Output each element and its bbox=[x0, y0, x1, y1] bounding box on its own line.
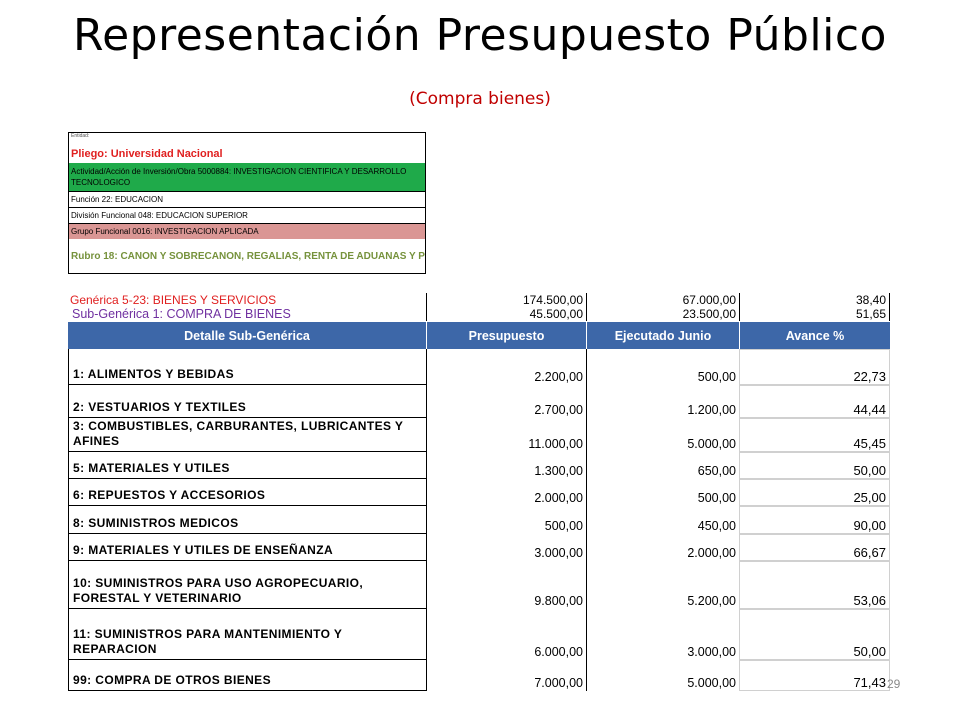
row-presupuesto: 3.000,00 bbox=[426, 534, 586, 561]
table-row bbox=[68, 452, 890, 479]
header-ejecutado: Ejecutado Junio bbox=[586, 322, 739, 349]
row-avance: 44,44 bbox=[739, 385, 890, 418]
table-row bbox=[68, 534, 890, 561]
header-avance: Avance % bbox=[739, 322, 890, 349]
row-ejecutado: 500,00 bbox=[586, 349, 739, 385]
row-name: 3: COMBUSTIBLES, CARBURANTES, LUBRICANTES Y AFINES bbox=[68, 418, 426, 452]
row-ejecutado: 2.000,00 bbox=[586, 534, 739, 561]
table-row bbox=[68, 418, 890, 452]
row-name: 10: SUMINISTROS PARA USO AGROPECUARIO, FORESTAL Y VETERINARIO bbox=[68, 561, 426, 609]
actividad-label: Actividad/Acción de Inversión/Obra 5000884: INVESTIGACION CIENTIFICA Y DESARROLLO TECNOLOGICO bbox=[69, 163, 425, 191]
slide-subtitle: (Compra bienes) bbox=[409, 89, 551, 109]
subgenerica-presupuesto: 45.500,00 bbox=[426, 307, 586, 321]
row-name: 6: REPUESTOS Y ACCESORIOS bbox=[68, 479, 426, 506]
budget-info-block bbox=[68, 132, 426, 274]
generica-row bbox=[68, 293, 890, 307]
funcion-label: Función 22: EDUCACION bbox=[69, 191, 425, 207]
row-ejecutado: 5.000,00 bbox=[586, 418, 739, 452]
table-header bbox=[68, 322, 890, 349]
row-avance: 90,00 bbox=[739, 506, 890, 534]
table-row bbox=[68, 506, 890, 534]
table-row bbox=[68, 561, 890, 609]
row-ejecutado: 5.200,00 bbox=[586, 561, 739, 609]
row-avance: 45,45 bbox=[739, 418, 890, 452]
row-name: 11: SUMINISTROS PARA MANTENIMIENTO Y REPARACION bbox=[68, 609, 426, 660]
generica-presupuesto: 174.500,00 bbox=[426, 293, 586, 307]
row-ejecutado: 3.000,00 bbox=[586, 609, 739, 660]
rubro-label: Rubro 18: CANON Y SOBRECANON, REGALIAS, RENTA DE ADUANAS Y P bbox=[71, 251, 425, 262]
row-ejecutado: 1.200,00 bbox=[586, 385, 739, 418]
header-presupuesto: Presupuesto bbox=[426, 322, 586, 349]
generica-avance: 38,40 bbox=[739, 293, 890, 307]
table-row bbox=[68, 660, 890, 691]
header-detalle: Detalle Sub-Genérica bbox=[184, 328, 310, 343]
row-avance: 50,00 bbox=[739, 452, 890, 479]
table-row bbox=[68, 349, 890, 385]
row-avance: 71,43 bbox=[739, 660, 890, 691]
subgenerica-label: Sub-Genérica 1: COMPRA DE BIENES bbox=[72, 307, 291, 321]
row-avance: 22,73 bbox=[739, 349, 890, 385]
row-name: 9: MATERIALES Y UTILES DE ENSEÑANZA bbox=[68, 534, 426, 561]
row-avance: 50,00 bbox=[739, 609, 890, 660]
row-ejecutado: 650,00 bbox=[586, 452, 739, 479]
subgenerica-avance: 51,65 bbox=[739, 307, 890, 321]
table-row bbox=[68, 609, 890, 660]
generica-ejecutado: 67.000,00 bbox=[586, 293, 739, 307]
row-avance: 66,67 bbox=[739, 534, 890, 561]
grupo-label: Grupo Funcional 0016: INVESTIGACION APLICADA bbox=[69, 223, 425, 239]
row-presupuesto: 1.300,00 bbox=[426, 452, 586, 479]
row-presupuesto: 2.200,00 bbox=[426, 349, 586, 385]
row-presupuesto: 9.800,00 bbox=[426, 561, 586, 609]
row-ejecutado: 500,00 bbox=[586, 479, 739, 506]
row-name: 99: COMPRA DE OTROS BIENES bbox=[68, 660, 426, 691]
row-avance: 53,06 bbox=[739, 561, 890, 609]
row-ejecutado: 5.000,00 bbox=[586, 660, 739, 691]
generica-label: Genérica 5-23: BIENES Y SERVICIOS bbox=[70, 293, 277, 307]
pliego-label: Pliego: Universidad Nacional bbox=[71, 148, 223, 160]
row-ejecutado: 450,00 bbox=[586, 506, 739, 534]
division-label: División Funcional 048: EDUCACION SUPERIOR bbox=[69, 207, 425, 223]
row-name: 1: ALIMENTOS Y BEBIDAS bbox=[68, 349, 426, 385]
row-name: 8: SUMINISTROS MEDICOS bbox=[68, 506, 426, 534]
table-row bbox=[68, 385, 890, 418]
row-presupuesto: 2.700,00 bbox=[426, 385, 586, 418]
page-number: 29 bbox=[887, 677, 901, 691]
row-name: 2: VESTUARIOS Y TEXTILES bbox=[68, 385, 426, 418]
slide-title: Representación Presupuesto Público bbox=[73, 10, 887, 61]
row-presupuesto: 11.000,00 bbox=[426, 418, 586, 452]
table-row bbox=[68, 479, 890, 506]
row-presupuesto: 7.000,00 bbox=[426, 660, 586, 691]
subgenerica-ejecutado: 23.500,00 bbox=[586, 307, 739, 321]
row-presupuesto: 6.000,00 bbox=[426, 609, 586, 660]
row-avance: 25,00 bbox=[739, 479, 890, 506]
subgenerica-row bbox=[68, 307, 890, 321]
entity-label: Entidad: bbox=[71, 133, 90, 139]
row-presupuesto: 2.000,00 bbox=[426, 479, 586, 506]
row-presupuesto: 500,00 bbox=[426, 506, 586, 534]
row-name: 5: MATERIALES Y UTILES bbox=[68, 452, 426, 479]
